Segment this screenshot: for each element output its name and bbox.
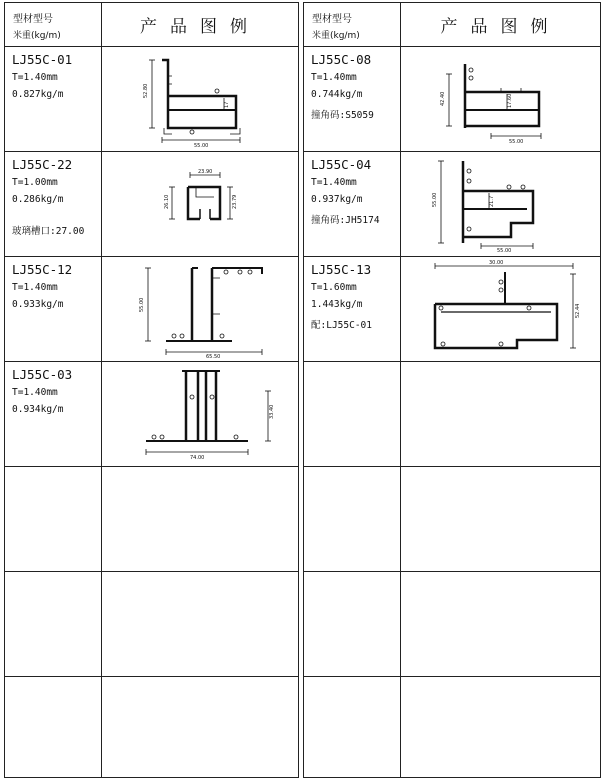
table-row <box>304 46 600 152</box>
profile-extra: 撞角码:JH5174 <box>311 215 380 226</box>
dimension-label: 55.00 <box>139 297 145 312</box>
dimension-label: 52.44 <box>575 303 581 318</box>
profile-code: LJ55C-01 <box>12 52 73 67</box>
table-row <box>5 466 298 572</box>
profile-diagram <box>401 256 600 361</box>
dimension-label: 30.00 <box>489 260 504 266</box>
table-header <box>304 3 600 47</box>
header-product-diagram: 产品图例 <box>140 17 260 37</box>
table-row <box>5 256 298 362</box>
profile-thickness: T=1.40mm <box>311 177 357 188</box>
profile-drawing-lj55c-13 <box>401 256 599 361</box>
dimension-label: 21.7 <box>489 195 495 207</box>
table-row <box>5 151 298 257</box>
profile-code: LJ55C-13 <box>311 262 372 277</box>
profile-weight: 0.934kg/m <box>12 404 64 415</box>
profile-code: LJ55C-04 <box>311 157 372 172</box>
dimension-label: 65.50 <box>206 354 221 360</box>
header-weight-label: 米重(kg/m) <box>312 31 360 41</box>
profile-weight: 0.286kg/m <box>12 194 64 205</box>
profile-thickness: T=1.00mm <box>12 177 58 188</box>
profile-diagram <box>102 46 298 151</box>
table-row <box>304 361 600 467</box>
table-row <box>5 676 298 777</box>
left-profile-table <box>4 2 299 778</box>
table-row <box>304 151 600 257</box>
header-product-diagram: 产品图例 <box>440 17 561 37</box>
header-col-model <box>304 3 401 46</box>
profile-extra: 玻璃槽口:27.00 <box>12 226 85 237</box>
dimension-label: 55.00 <box>509 139 524 145</box>
profile-code: LJ55C-03 <box>12 367 73 382</box>
dimension-label: 55.00 <box>432 192 438 207</box>
profile-thickness: T=1.40mm <box>12 282 58 293</box>
table-row <box>304 676 600 777</box>
dimension-label: 33.40 <box>269 404 275 419</box>
profile-drawing-lj55c-08 <box>401 46 599 151</box>
dimension-label: 55.00 <box>497 248 512 254</box>
table-row <box>5 46 298 152</box>
dimension-label: 42.40 <box>440 91 446 106</box>
table-row <box>5 361 298 467</box>
profile-diagram <box>401 46 600 151</box>
header-col-model <box>5 3 102 46</box>
dimension-label: 55.00 <box>194 143 209 149</box>
header-weight-label: 米重(kg/m) <box>13 31 61 41</box>
profile-code: LJ55C-12 <box>12 262 73 277</box>
profile-drawing-lj55c-01 <box>102 46 297 151</box>
profile-weight: 0.744kg/m <box>311 89 363 100</box>
dimension-label: 52.80 <box>143 83 149 98</box>
profile-extra: 撞角码:S5059 <box>311 110 374 121</box>
profile-weight: 0.933kg/m <box>12 299 64 310</box>
profile-thickness: T=1.40mm <box>12 387 58 398</box>
profile-code: LJ55C-08 <box>311 52 372 67</box>
table-row <box>304 256 600 362</box>
dimension-label: 23.90 <box>198 169 213 175</box>
dimension-label: 74.00 <box>190 455 205 461</box>
profile-thickness: T=1.40mm <box>311 72 357 83</box>
dimension-label: 26.10 <box>164 194 170 209</box>
profile-thickness: T=1.60mm <box>311 282 357 293</box>
table-row <box>304 571 600 677</box>
profile-thickness: T=1.40mm <box>12 72 58 83</box>
profile-diagram <box>401 151 600 256</box>
dimension-label: 17 <box>224 101 230 108</box>
profile-drawing-lj55c-04 <box>401 151 599 256</box>
table-row <box>304 466 600 572</box>
profile-diagram <box>102 151 298 256</box>
profile-weight: 0.937kg/m <box>311 194 363 205</box>
table-row <box>5 571 298 677</box>
profile-drawing-lj55c-22 <box>102 151 297 256</box>
profile-drawing-lj55c-12 <box>102 256 297 361</box>
profile-diagram <box>102 256 298 361</box>
header-model-label: 型材型号 <box>13 14 53 25</box>
right-profile-table <box>303 2 601 778</box>
profile-drawing-lj55c-03 <box>102 361 297 466</box>
profile-diagram <box>102 361 298 466</box>
profile-weight: 1.443kg/m <box>311 299 363 310</box>
header-model-label: 型材型号 <box>312 14 352 25</box>
profile-code: LJ55C-22 <box>12 157 73 172</box>
profile-weight: 0.827kg/m <box>12 89 64 100</box>
dimension-label: 23.79 <box>232 194 238 209</box>
profile-extra: 配:LJ55C-01 <box>311 320 372 331</box>
dimension-label: 17.60 <box>507 93 513 108</box>
table-header <box>5 3 298 47</box>
